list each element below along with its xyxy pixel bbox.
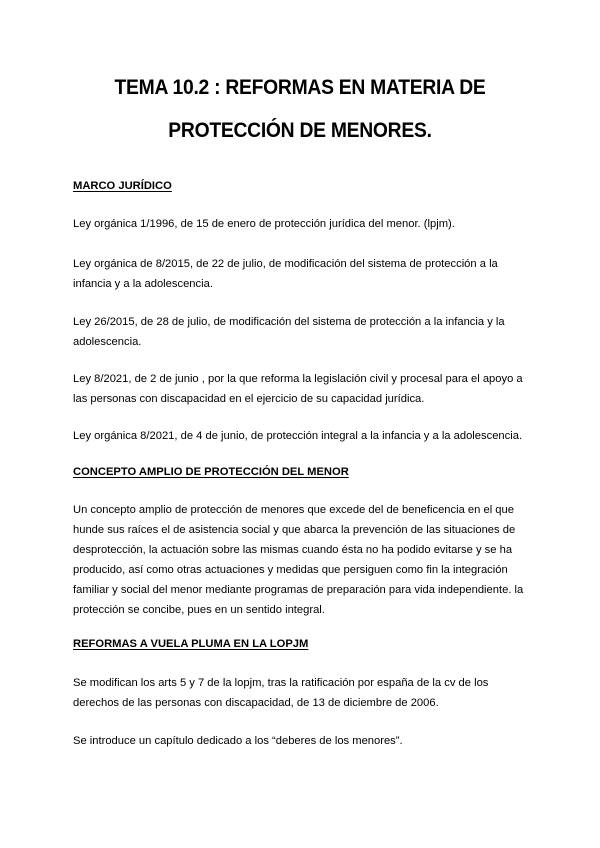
law-item xyxy=(73,369,533,409)
paragraph-line: producido, así como otras actuaciones y medidas que persiguen como fin la integración xyxy=(73,564,508,576)
law-item xyxy=(73,426,533,446)
paragraph-line: protección se concibe, pues en un sentido integral. xyxy=(73,604,325,616)
paragraph-line: las personas con discapacidad en el ejercicio de su capacidad jurídica. xyxy=(73,393,425,405)
paragraph-line: derechos de las personas con discapacidad, de 13 de diciembre de 2006. xyxy=(73,697,439,709)
section-heading-marco-juridico: MARCO JURÍDICO xyxy=(73,180,172,192)
paragraph-line: desprotección, la actuación sobre las mismas cuando ésta no ha podido evitarse y se ha xyxy=(73,544,513,556)
concept-paragraph xyxy=(73,500,533,620)
document-title-line-2: PROTECCIÓN DE MENORES. xyxy=(168,119,432,142)
paragraph-line: Ley orgánica 8/2021, de 4 de junio, de protección integral a la infancia y a la adolescencia. xyxy=(73,430,523,442)
law-item xyxy=(73,254,533,294)
section-heading-concepto-amplio: CONCEPTO AMPLIO DE PROTECCIÓN DEL MENOR xyxy=(73,466,349,478)
paragraph-line: familiar y social del menor mediante programas de preparación para vida independiente. la xyxy=(73,584,524,596)
paragraph-line: Ley 8/2021, de 2 de junio , por la que reforma la legislación civil y procesal para el apoyo a xyxy=(73,373,523,385)
reform-item xyxy=(73,673,533,713)
paragraph-line: Ley orgánica de 8/2015, de 22 de julio, de modificación del sistema de protección a la xyxy=(73,258,498,270)
paragraph-line: Ley orgánica 1/1996, de 15 de enero de protección jurídica del menor. (lpjm). xyxy=(73,218,455,230)
reform-item xyxy=(73,731,533,751)
law-item xyxy=(73,312,533,352)
paragraph-line: Se modifican los arts 5 y 7 de la lopjm, tras la ratificación por españa de la cv de los xyxy=(73,677,489,689)
law-item xyxy=(73,214,533,234)
paragraph-line: Un concepto amplio de protección de menores que excede del de beneficencia en el que xyxy=(73,504,514,516)
section-heading-reformas: REFORMAS A VUELA PLUMA EN LA LOPJM xyxy=(73,638,309,650)
paragraph-line: Ley 26/2015, de 28 de julio, de modificación del sistema de protección a la infancia y la xyxy=(73,316,505,328)
paragraph-line: adolescencia. xyxy=(73,336,142,348)
paragraph-line: Se introduce un capítulo dedicado a los “deberes de los menores”. xyxy=(73,735,403,747)
paragraph-line: hunde sus raíces el de asistencia social y que abarca la prevención de las situaciones de xyxy=(73,524,516,536)
paragraph-line: infancia y a la adolescencia. xyxy=(73,278,213,290)
document-title-line-1: TEMA 10.2 : REFORMAS EN MATERIA DE xyxy=(114,76,486,99)
